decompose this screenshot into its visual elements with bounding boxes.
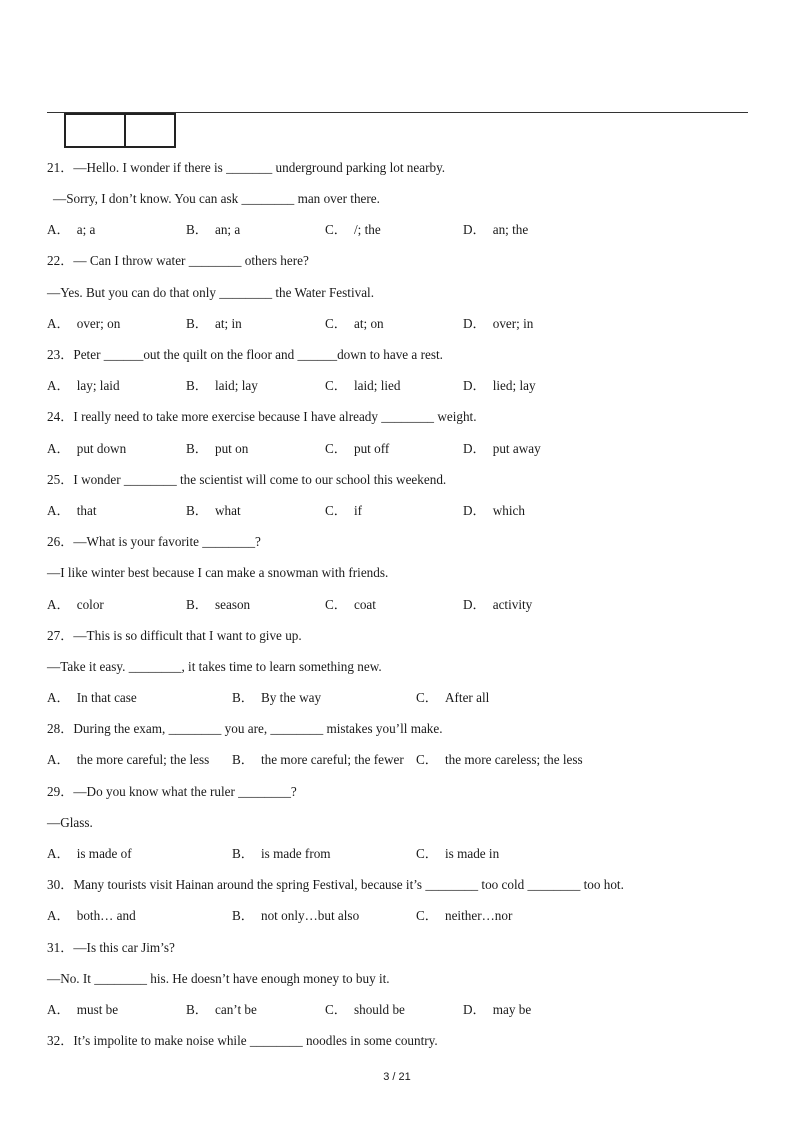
option-text: lay; laid — [76, 378, 120, 393]
option-letter: A． — [47, 378, 70, 393]
question-stem: 21．—Hello. I wonder if there is _______ underground parking lot nearby. — [47, 160, 446, 175]
option-text: at; on — [353, 316, 384, 331]
answer-option[interactable] — [463, 222, 528, 238]
answer-option[interactable] — [325, 316, 384, 332]
answer-option[interactable] — [47, 690, 137, 706]
option-text: the more careful; the less — [76, 752, 210, 767]
option-text: the more careless; the less — [444, 752, 583, 767]
option-text: can’t be — [214, 1002, 257, 1017]
option-text: laid; lied — [353, 378, 401, 393]
answer-option[interactable] — [463, 316, 533, 332]
answer-option[interactable] — [232, 752, 404, 768]
option-letter: B． — [232, 752, 254, 767]
answer-option[interactable] — [186, 503, 241, 519]
option-text: over; on — [76, 316, 121, 331]
answer-option[interactable] — [186, 1002, 257, 1018]
answer-option[interactable] — [463, 597, 532, 613]
answer-option[interactable] — [47, 222, 95, 238]
answer-option[interactable] — [463, 1002, 531, 1018]
option-letter: B． — [232, 846, 254, 861]
option-letter: A． — [47, 690, 70, 705]
option-letter: C． — [325, 316, 347, 331]
option-text: both… and — [76, 908, 136, 923]
option-text: /; the — [353, 222, 381, 237]
answer-option[interactable] — [47, 316, 120, 332]
option-letter: C． — [416, 846, 438, 861]
option-letter: B． — [186, 503, 208, 518]
option-letter: C． — [325, 378, 347, 393]
option-text: over; in — [492, 316, 534, 331]
answer-option[interactable] — [416, 908, 512, 924]
option-text: is made from — [260, 846, 331, 861]
answer-option[interactable] — [47, 597, 104, 613]
answer-option[interactable] — [232, 846, 331, 862]
question-stem: 26．—What is your favorite ________? — [47, 534, 261, 549]
option-text: put down — [76, 441, 127, 456]
answer-option[interactable] — [47, 503, 97, 519]
option-text: a; a — [76, 222, 96, 237]
option-text: is made of — [76, 846, 132, 861]
option-text: In that case — [76, 690, 137, 705]
question-stem: 30．Many tourists visit Hainan around the spring Festival, because it’s ________ too cold ________ too hot. — [47, 877, 624, 892]
option-text: that — [76, 503, 97, 518]
answer-option[interactable] — [325, 378, 401, 394]
answer-option[interactable] — [325, 222, 381, 238]
option-letter: C． — [416, 752, 438, 767]
page-number: 3 / 21 — [383, 1071, 411, 1083]
answer-option[interactable] — [325, 441, 389, 457]
option-letter: C． — [325, 222, 347, 237]
answer-option[interactable] — [47, 908, 136, 924]
option-text: lied; lay — [492, 378, 536, 393]
option-text: may be — [492, 1002, 532, 1017]
option-letter: C． — [325, 503, 347, 518]
option-letter: D． — [463, 597, 486, 612]
option-letter: A． — [47, 503, 70, 518]
option-letter: B． — [186, 222, 208, 237]
option-letter: B． — [186, 1002, 208, 1017]
option-text: not only…but also — [260, 908, 360, 923]
answer-option[interactable] — [232, 690, 321, 706]
option-letter: C． — [416, 908, 438, 923]
answer-option[interactable] — [416, 690, 489, 706]
answer-option[interactable] — [47, 752, 209, 768]
option-letter: C． — [325, 597, 347, 612]
question-stem: 25．I wonder ________ the scientist will come to our school this weekend. — [47, 472, 447, 487]
option-letter: A． — [47, 441, 70, 456]
question-dialogue-line: —Take it easy. ________, it takes time to learn something new. — [47, 659, 382, 674]
question-dialogue-line: —Glass. — [47, 815, 93, 830]
option-letter: A． — [47, 1002, 70, 1017]
option-text: the more careful; the fewer — [260, 752, 404, 767]
option-letter: A． — [47, 908, 70, 923]
answer-option[interactable] — [47, 441, 126, 457]
answer-option[interactable] — [325, 503, 362, 519]
option-letter: D． — [463, 1002, 486, 1017]
answer-option[interactable] — [463, 503, 525, 519]
option-text: neither…nor — [444, 908, 513, 923]
option-text: at; in — [214, 316, 242, 331]
answer-option[interactable] — [186, 597, 250, 613]
option-text: what — [214, 503, 241, 518]
option-text: By the way — [260, 690, 322, 705]
question-dialogue-line: —I like winter best because I can make a snowman with friends. — [47, 565, 389, 580]
option-letter: D． — [463, 222, 486, 237]
option-text: coat — [353, 597, 376, 612]
answer-option[interactable] — [186, 222, 240, 238]
answer-option[interactable] — [463, 441, 541, 457]
option-letter: C． — [416, 690, 438, 705]
question-stem: 29．—Do you know what the ruler ________? — [47, 784, 297, 799]
question-stem: 32．It’s impolite to make noise while ________ noodles in some country. — [47, 1033, 438, 1048]
question-stem: 31．—Is this car Jim’s? — [47, 940, 175, 955]
answer-option[interactable] — [47, 846, 132, 862]
option-letter: B． — [232, 908, 254, 923]
question-stem: 27．—This is so difficult that I want to give up. — [47, 628, 302, 643]
option-text: is made in — [444, 846, 500, 861]
option-letter: B． — [186, 378, 208, 393]
question-stem: 28．During the exam, ________ you are, ________ mistakes you’ll make. — [47, 721, 443, 736]
answer-option[interactable] — [463, 378, 536, 394]
option-text: put on — [214, 441, 249, 456]
answer-option[interactable] — [232, 908, 359, 924]
answer-option[interactable] — [325, 597, 376, 613]
option-text: season — [214, 597, 251, 612]
answer-option[interactable] — [186, 316, 242, 332]
option-letter: B． — [186, 597, 208, 612]
answer-option[interactable] — [186, 378, 258, 394]
option-text: if — [353, 503, 363, 518]
option-text: put away — [492, 441, 541, 456]
answer-option[interactable] — [416, 752, 583, 768]
option-text: which — [492, 503, 525, 518]
answer-option[interactable] — [186, 441, 248, 457]
option-text: laid; lay — [214, 378, 258, 393]
question-dialogue-line: —Yes. But you can do that only ________ the Water Festival. — [47, 285, 375, 300]
option-letter: B． — [232, 690, 254, 705]
option-text: should be — [353, 1002, 405, 1017]
question-stem: 24．I really need to take more exercise because I have already ________ weight. — [47, 409, 477, 424]
option-text: color — [76, 597, 104, 612]
answer-option[interactable] — [325, 1002, 405, 1018]
option-letter: D． — [463, 503, 486, 518]
option-text: must be — [76, 1002, 119, 1017]
option-letter: C． — [325, 1002, 347, 1017]
option-letter: D． — [463, 441, 486, 456]
answer-option[interactable] — [47, 378, 120, 394]
option-letter: D． — [463, 378, 486, 393]
question-dialogue-line: —Sorry, I don’t know. You can ask ________ man over there. — [53, 191, 380, 206]
question-stem: 22．— Can I throw water ________ others here? — [47, 253, 309, 268]
answer-option[interactable] — [416, 846, 499, 862]
option-letter: B． — [186, 316, 208, 331]
option-letter: A． — [47, 752, 70, 767]
option-letter: C． — [325, 441, 347, 456]
answer-option[interactable] — [47, 1002, 118, 1018]
score-table — [64, 113, 176, 148]
score-cell — [66, 115, 124, 146]
option-text: an; the — [492, 222, 529, 237]
option-text: an; a — [214, 222, 241, 237]
score-cell — [124, 115, 174, 146]
option-letter: A． — [47, 222, 70, 237]
option-text: After all — [444, 690, 490, 705]
question-stem: 23．Peter ______out the quilt on the floor and ______down to have a rest. — [47, 347, 443, 362]
option-letter: D． — [463, 316, 486, 331]
option-letter: A． — [47, 316, 70, 331]
option-letter: A． — [47, 846, 70, 861]
option-letter: B． — [186, 441, 208, 456]
option-letter: A． — [47, 597, 70, 612]
option-text: activity — [492, 597, 533, 612]
option-text: put off — [353, 441, 390, 456]
question-dialogue-line: —No. It ________ his. He doesn’t have enough money to buy it. — [47, 971, 390, 986]
